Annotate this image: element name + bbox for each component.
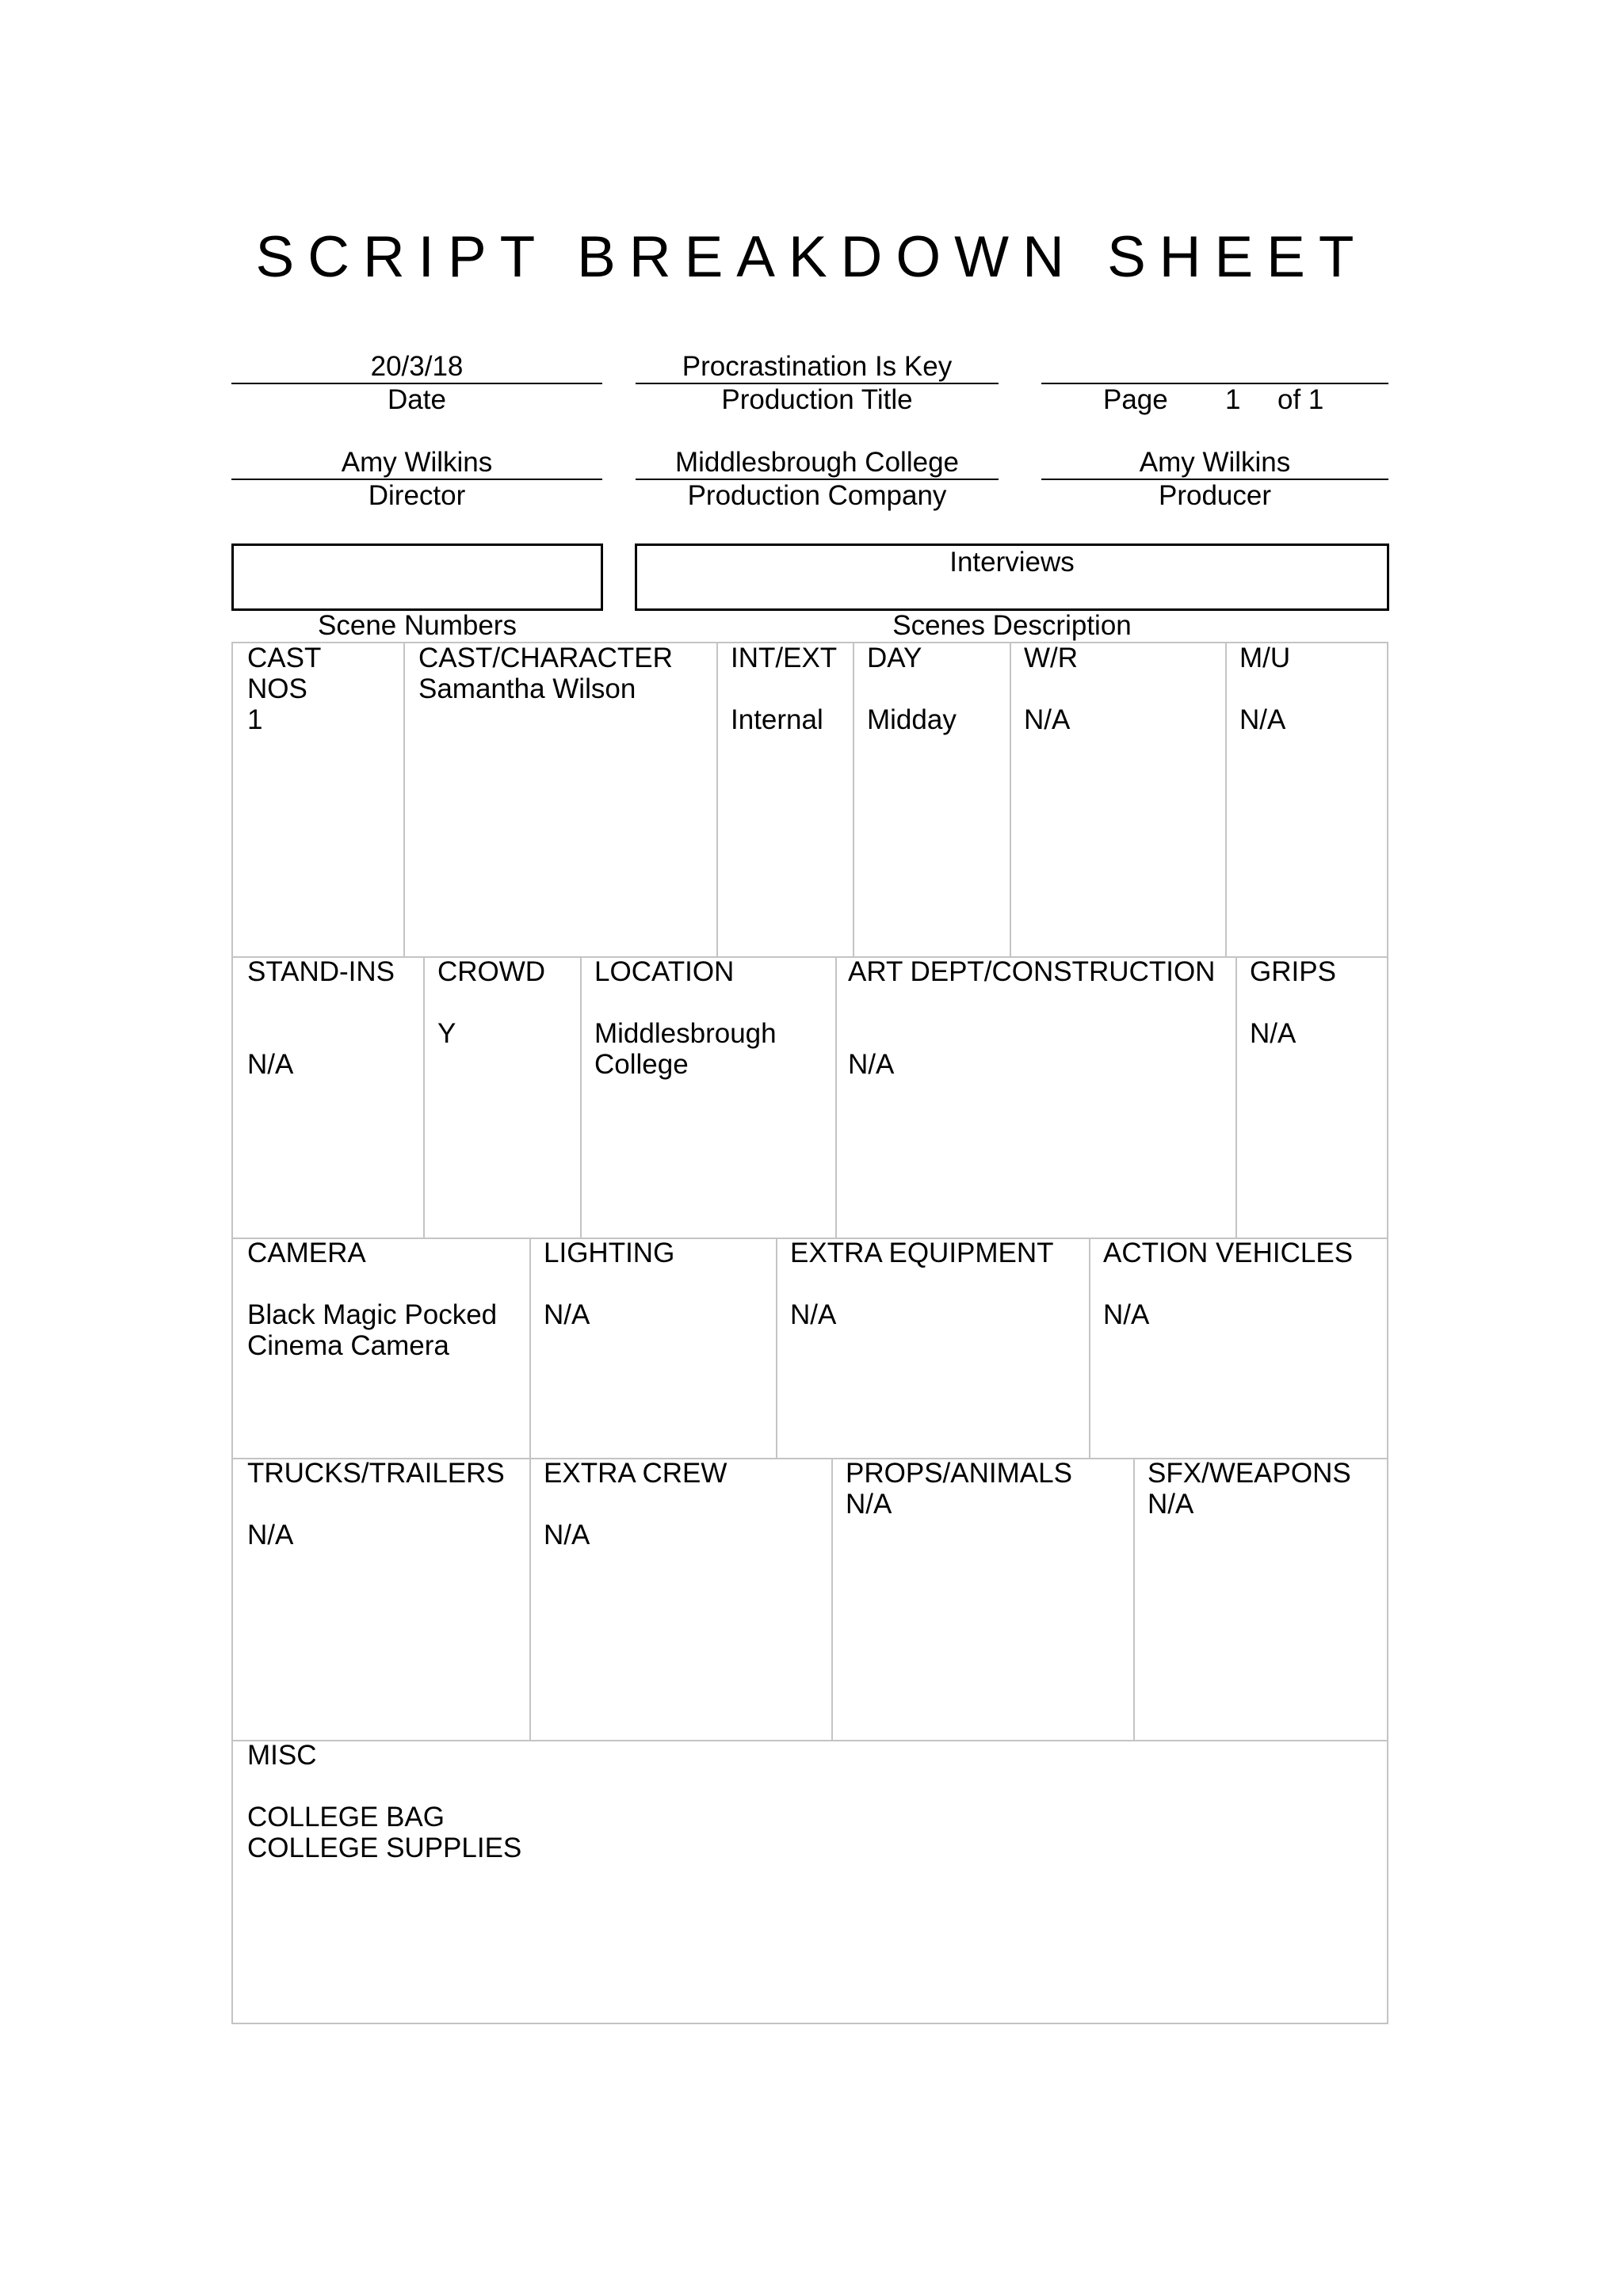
scene-numbers-label: Scene Numbers (318, 610, 517, 641)
action-vehicles-value: N/A (1103, 1299, 1150, 1330)
props-animals-value: N/A (846, 1489, 892, 1520)
trucks-trailers-label: TRUCKS/TRAILERS (247, 1458, 505, 1489)
production-title-value: Procrastination Is Key (682, 351, 953, 382)
wr-label: W/R (1024, 643, 1079, 673)
row1-divider-d (1010, 643, 1011, 957)
page-total: of 1 (1277, 384, 1324, 415)
cast-nos-label: CAST NOS (247, 643, 322, 704)
production-title-label: Production Title (721, 384, 913, 415)
row1-divider-b (716, 643, 718, 957)
lighting-label: LIGHTING (544, 1238, 675, 1268)
production-company-label: Production Company (687, 480, 947, 511)
row3-divider-b (776, 1238, 777, 1459)
camera-value: Black Magic Pocked Cinema Camera (247, 1299, 498, 1361)
row1-divider-a (403, 643, 405, 957)
camera-label: CAMERA (247, 1238, 366, 1268)
art-dept-label: ART DEPT/CONSTRUCTION (848, 956, 1216, 987)
props-animals-label: PROPS/ANIMALS (846, 1458, 1072, 1489)
extra-crew-label: EXTRA CREW (544, 1458, 727, 1489)
cast-character-value: Samantha Wilson (418, 673, 636, 704)
page-label: Page (1103, 384, 1168, 415)
page-label-row (1041, 384, 1388, 416)
producer-value: Amy Wilkins (1139, 447, 1291, 478)
misc-label: MISC (247, 1740, 317, 1771)
location-label: LOCATION (594, 956, 735, 987)
row2-divider-d (1235, 957, 1237, 1238)
crowd-value: Y (437, 1018, 456, 1049)
mu-value: N/A (1239, 704, 1286, 735)
row2-divider-c (835, 957, 837, 1238)
sheet-title: SCRIPT BREAKDOWN SHEET (255, 225, 1368, 289)
director-label: Director (368, 480, 466, 511)
scenes-description-value: Interviews (949, 547, 1075, 578)
int-ext-label: INT/EXT (731, 643, 838, 673)
date-value: 20/3/18 (370, 351, 464, 382)
row4-divider-a (529, 1459, 531, 1741)
scenes-description-box (635, 543, 1389, 611)
date-field (231, 351, 602, 416)
stand-ins-label: STAND-INS (247, 956, 395, 987)
trucks-trailers-value: N/A (247, 1520, 294, 1550)
location-value: Middlesbrough College (594, 1018, 777, 1080)
row-divider-4 (233, 1740, 1387, 1741)
row3-divider-a (529, 1238, 531, 1459)
director-field (231, 447, 602, 512)
date-label: Date (388, 384, 446, 415)
int-ext-value: Internal (731, 704, 823, 735)
extra-equipment-label: EXTRA EQUIPMENT (790, 1238, 1054, 1268)
row2-divider-a (423, 957, 425, 1238)
sfx-weapons-label: SFX/WEAPONS (1148, 1458, 1351, 1489)
grips-value: N/A (1250, 1018, 1296, 1049)
row1-divider-c (853, 643, 854, 957)
extra-crew-value: N/A (544, 1520, 590, 1550)
action-vehicles-label: ACTION VEHICLES (1103, 1238, 1354, 1268)
production-company-field (636, 447, 999, 512)
page-blank-value (1041, 351, 1388, 383)
day-label: DAY (867, 643, 922, 673)
scenes-description-label: Scenes Description (892, 610, 1132, 641)
wr-value: N/A (1024, 704, 1071, 735)
stand-ins-value: N/A (247, 1049, 294, 1080)
art-dept-value: N/A (848, 1049, 895, 1080)
production-title-field (636, 351, 999, 416)
cast-nos-value: 1 (247, 704, 263, 735)
day-value: Midday (867, 704, 957, 735)
lighting-value: N/A (544, 1299, 590, 1330)
page-number: 1 (1225, 384, 1241, 415)
row4-divider-c (1133, 1459, 1135, 1741)
scene-numbers-box (231, 543, 603, 611)
page-field (1041, 351, 1388, 416)
row4-divider-b (831, 1459, 833, 1741)
grips-label: GRIPS (1250, 956, 1336, 987)
producer-label: Producer (1158, 480, 1272, 511)
breakdown-grid (231, 642, 1388, 2024)
director-value: Amy Wilkins (341, 447, 493, 478)
cast-character-label: CAST/CHARACTER (418, 643, 673, 673)
extra-equipment-value: N/A (790, 1299, 837, 1330)
production-company-value: Middlesbrough College (675, 447, 959, 478)
row2-divider-b (580, 957, 582, 1238)
sfx-weapons-value: N/A (1148, 1489, 1194, 1520)
row1-divider-e (1225, 643, 1227, 957)
row3-divider-c (1089, 1238, 1090, 1459)
mu-label: M/U (1239, 643, 1291, 673)
misc-value: COLLEGE BAG COLLEGE SUPPLIES (247, 1802, 522, 1863)
producer-field (1041, 447, 1388, 512)
crowd-label: CROWD (437, 956, 546, 987)
